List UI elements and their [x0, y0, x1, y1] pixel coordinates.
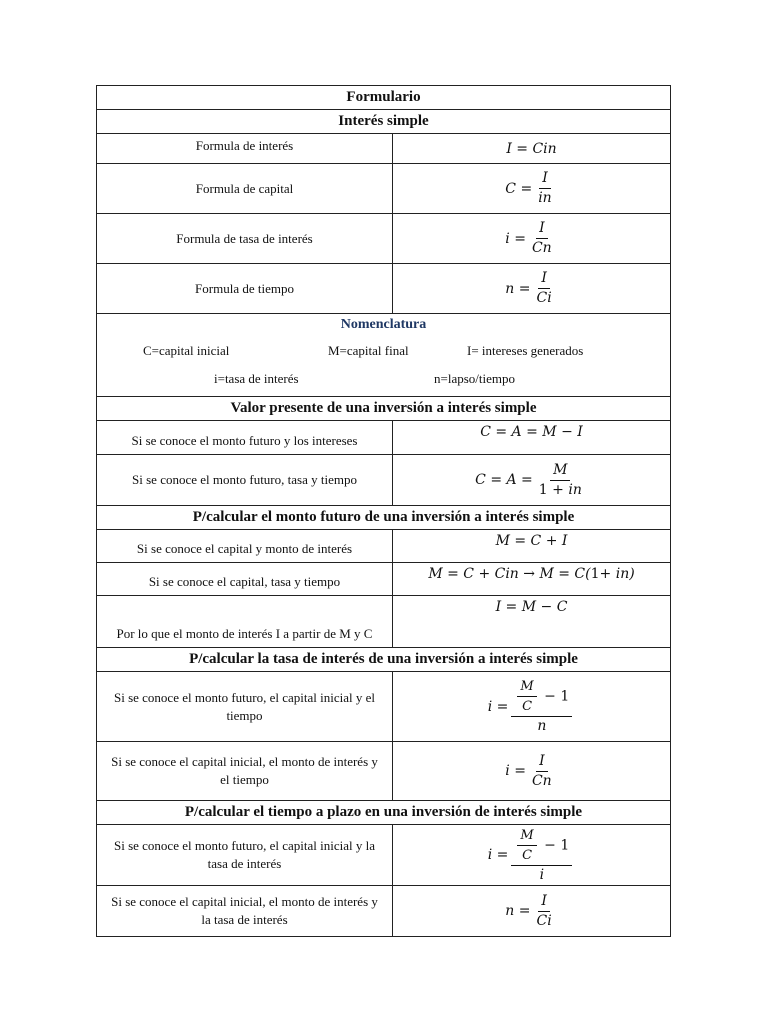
formula-label: Si se conoce el monto futuro, tasa y tiempo [97, 455, 393, 505]
formula-table [96, 85, 673, 937]
formula-time-1: i = $\frac{M}{C}$ − 1 i [393, 825, 670, 885]
formula-label: Si se conoce el capital y monto de interés [97, 530, 393, 562]
formula-row [96, 529, 671, 562]
nomenclature-block [96, 313, 671, 396]
formula-row [96, 885, 671, 937]
formula-future-1: M = C + I [495, 533, 568, 549]
section-header-time: P/calcular el tiempo a plazo en una inversión de interés simple [96, 800, 671, 824]
formula-label: Formula de tasa de interés [97, 214, 393, 263]
formula-row [96, 671, 671, 741]
formula-time: n = $\frac{I}{Ci}$ [505, 270, 552, 306]
formula-label: Formula de capital [97, 164, 393, 213]
formula-row [96, 454, 671, 505]
formula-future-2: M = C + Cin → M = C( 1 + in) [428, 566, 635, 582]
nomenclature-item: I= intereses generados [467, 343, 584, 358]
formula-row [96, 163, 671, 213]
formula-row [96, 133, 671, 163]
formula-label: Por lo que el monto de interés I a partir de M y C [97, 596, 393, 647]
table-title-row [96, 85, 671, 109]
formula-rate: i = $\frac{I}{Cn}$ [505, 220, 552, 256]
nomenclature-item: M=capital final [328, 343, 409, 358]
formula-capital: C = $\frac{I}{in}$ [505, 170, 552, 206]
nomenclature-item: n=lapso/tiempo [434, 371, 515, 386]
formula-row [96, 595, 671, 647]
formula-rate-1: i = $\frac{M}{C}$ − 1 n [393, 672, 670, 741]
formula-label: Si se conoce el capital inicial, el monto de interés y el tiempo [97, 742, 393, 800]
formula-label: Si se conoce el monto futuro, el capital inicial y la tasa de interés [97, 825, 393, 885]
formula-label: Si se conoce el capital, tasa y tiempo [97, 563, 393, 595]
table-title: Formulario [346, 89, 421, 105]
formula-label: Si se conoce el monto futuro, el capital inicial y el tiempo [97, 672, 393, 741]
formula-row [96, 263, 671, 313]
formula-label: Formula de interés [97, 134, 393, 163]
formula-row [96, 824, 671, 885]
formula-row [96, 420, 671, 454]
formula-interest: I = Cin [506, 140, 557, 157]
formula-present-2: C = A = $\frac{M}{1 + in}$ [475, 461, 582, 498]
formula-row [96, 562, 671, 595]
nomenclature-title: Nomenclatura [340, 317, 427, 332]
formula-present-1: C = A = M − I [480, 424, 583, 440]
formula-label: Formula de tiempo [97, 264, 393, 313]
formula-row [96, 213, 671, 263]
section-header-simple: Interés simple [96, 109, 671, 133]
formula-row [96, 741, 671, 800]
formula-label: Si se conoce el capital inicial, el monto de interés y la tasa de interés [97, 886, 393, 936]
section-header-rate: P/calcular la tasa de interés de una inversión a interés simple [96, 647, 671, 671]
nomenclature-item: C=capital inicial [143, 343, 230, 358]
nomenclature-item: i=tasa de interés [214, 371, 299, 386]
formula-time-2: n = $\frac{I}{Ci}$ [505, 892, 552, 929]
formula-future-3: I = M − C [495, 599, 568, 615]
formula-rate-2: i = $\frac{I}{Cn}$ [505, 752, 552, 789]
section-header-present: Valor presente de una inversión a interés simple [96, 396, 671, 420]
formula-label: Si se conoce el monto futuro y los intereses [97, 421, 393, 454]
section-header-future: P/calcular el monto futuro de una inversión a interés simple [96, 505, 671, 529]
